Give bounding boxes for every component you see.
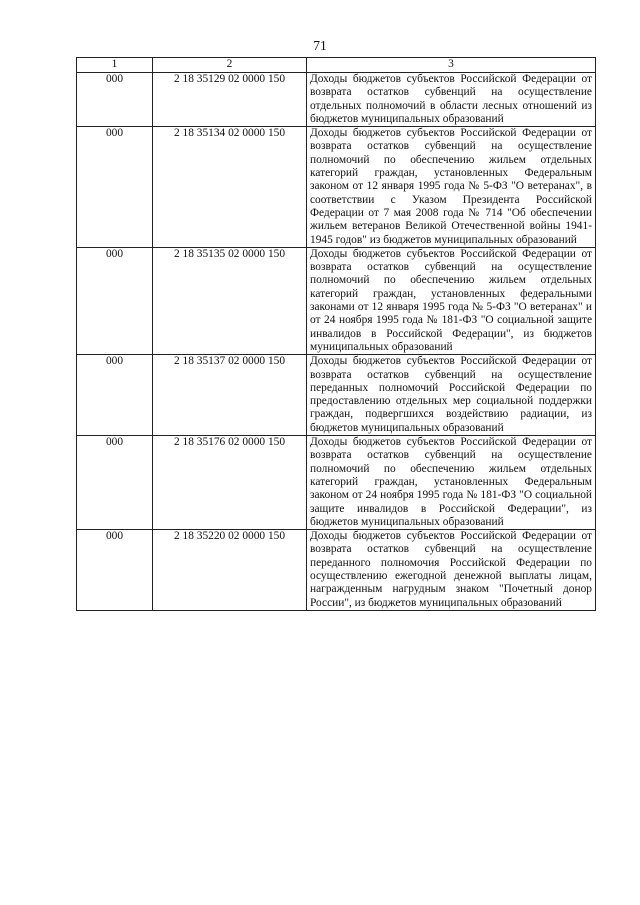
revenue-description-cell: Доходы бюджетов субъектов Российской Федерации от возврата остатков субвенций на осуществление переданного полномочия Российской Федерации по осуществлению ежегодной денежной выплаты лицам, награжденным нагрудным знаком "Почетный донор России", из бюджетов муниципальных образований <box>307 530 596 611</box>
table-row <box>77 436 596 530</box>
page-number: 71 <box>313 38 327 53</box>
column-header-3: 3 <box>307 58 596 73</box>
admin-code-cell: 000 <box>77 247 153 354</box>
revenue-description-cell: Доходы бюджетов субъектов Российской Федерации от возврата остатков субвенций на осуществление полномочий по обеспечению жильем отдельных категорий граждан, установленных федеральными законами от 12 января 1995 года № 5-ФЗ "О ветеранах" и от 24 ноября 1995 года № 181-ФЗ "О социальной защите инвалидов в Российской Федерации", из бюджетов муниципальных образований <box>307 247 596 354</box>
revenue-description-cell: Доходы бюджетов субъектов Российской Федерации от возврата остатков субвенций на осуществление отдельных полномочий в области лесных отношений из бюджетов муниципальных образований <box>307 73 596 127</box>
table-row <box>77 73 596 127</box>
column-header-2: 2 <box>153 58 307 73</box>
revenue-code-cell: 2 18 35176 02 0000 150 <box>153 436 307 530</box>
admin-code-cell: 000 <box>77 436 153 530</box>
revenue-description-cell: Доходы бюджетов субъектов Российской Федерации от возврата остатков субвенций на осуществление переданных полномочий Российской Федерации по предоставлению отдельных мер социальной поддержки граждан, подвергшихся воздействию радиации, из бюджетов муниципальных образований <box>307 355 596 436</box>
admin-code-cell: 000 <box>77 73 153 127</box>
revenue-code-cell: 2 18 35220 02 0000 150 <box>153 530 307 611</box>
admin-code-cell: 000 <box>77 355 153 436</box>
table-row <box>77 247 596 354</box>
table-row <box>77 127 596 248</box>
table-row <box>77 530 596 611</box>
table-header-row <box>77 58 596 73</box>
revenue-code-cell: 2 18 35137 02 0000 150 <box>153 355 307 436</box>
revenue-codes-table <box>76 57 596 611</box>
column-header-1: 1 <box>77 58 153 73</box>
revenue-description-cell: Доходы бюджетов субъектов Российской Федерации от возврата остатков субвенций на осуществление полномочий по обеспечению жильем отдельных категорий граждан, установленных Федеральным законом от 24 ноября 1995 года № 181-ФЗ "О социальной защите инвалидов в Российской Федерации", из бюджетов муниципальных образований <box>307 436 596 530</box>
admin-code-cell: 000 <box>77 127 153 248</box>
revenue-code-cell: 2 18 35134 02 0000 150 <box>153 127 307 248</box>
revenue-description-cell: Доходы бюджетов субъектов Российской Федерации от возврата остатков субвенций на осуществление полномочий по обеспечению жильем отдельных категорий граждан, установленных Федеральным законом от 12 января 1995 года № 5-ФЗ "О ветеранах", в соответствии с Указом Президента Российской Федерации от 7 мая 2008 года № 714 "Об обеспечении жильем ветеранов Великой Отечественной войны 1941-1945 годов" из бюджетов муниципальных образований <box>307 127 596 248</box>
table-row <box>77 355 596 436</box>
revenue-code-cell: 2 18 35129 02 0000 150 <box>153 73 307 127</box>
revenue-code-cell: 2 18 35135 02 0000 150 <box>153 247 307 354</box>
admin-code-cell: 000 <box>77 530 153 611</box>
